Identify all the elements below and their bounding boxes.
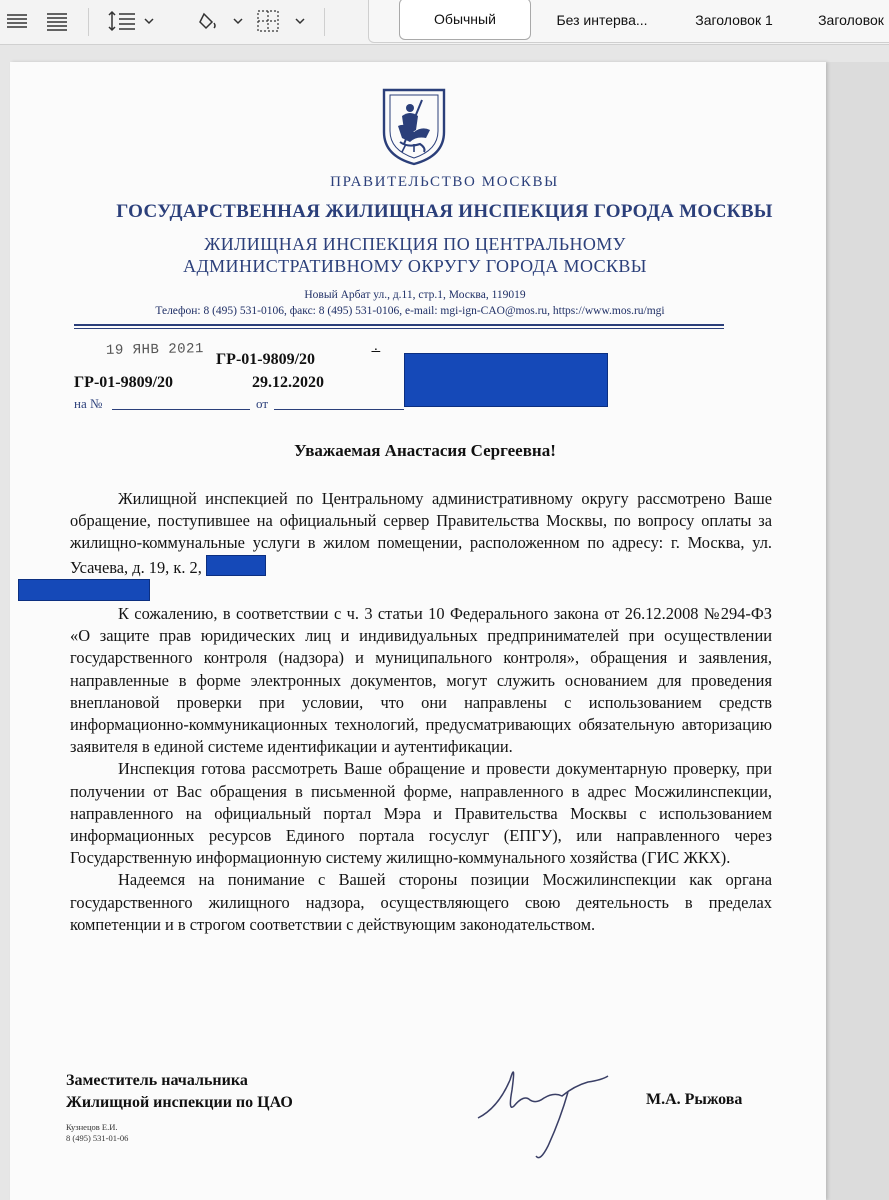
greeting: Уважаемая Анастасия Сергеевна! [294,441,556,460]
line-spacing-icon[interactable] [108,10,154,32]
paragraph-2: К сожалению, в соответствии с ч. 3 статьи 10 Федерального закона от 26.12.2008 №294-ФЗ «О защите прав юридических лиц и индивидуальных предпринимателей при осуществлении государственного контроля (надзора) и муниципального контроля», обращения и заявления, направленные в форме электронных документов, могут служить основанием для проведения внеплановой проверки при условии, что они направлены с использованием средств информационно-коммуникационных технологий, предусматривающих обязательную авторизацию заявителя в единой системе идентификации и аутентификации. [70,604,772,757]
paragraph-4: Надеемся на понимание с Вашей стороны позиции Мосжилинспекции как органа государственного жилищного надзора, осуществляющего свою деятельность в пределах компетенции и в строгом соответствии с действующим законодательством. [70,870,772,934]
formatting-toolbar [0,0,889,45]
signer-title [66,1070,293,1114]
address-redaction [206,555,266,576]
district-title-line1: ЖИЛИЩНАЯ ИНСПЕКЦИЯ ПО ЦЕНТРАЛЬНОМУ [204,234,626,254]
received-stamp-number: ГР-01-9809/20 [216,351,316,368]
address-redaction-2 [18,579,150,601]
government-title: ПРАВИТЕЛЬСТВО МОСКВЫ [330,174,559,190]
style-no-spacing[interactable]: Без интерва... [556,12,648,28]
align-justify-all-icon[interactable] [46,10,68,32]
align-justify-icon[interactable] [6,10,28,32]
style-normal[interactable]: Обычный [399,0,531,40]
reference-number-label: на № [74,396,103,411]
paragraph-3: Инспекция готова рассмотреть Ваше обращение и провести документарную проверку, при получении от Вас обращения в письменной форме, направленного в адрес Мосжилинспекции, направленного на официальный портал Мэра и Правительства Москвы с использованием информационных ресурсов Единого портала госуслуг (ЕПГУ), или направленного через Государственную информационную систему жилищно-коммунального хозяйства (ГИС ЖКХ). [70,759,772,868]
letter-body [70,488,772,936]
executor-name: Кузнецов Е.И. [66,1122,118,1132]
district-title-line2: АДМИНИСТРАТИВНОМУ ОКРУГУ ГОРОДА МОСКВЫ [183,256,647,276]
style-heading[interactable]: Заголовок [818,12,884,28]
styles-gallery [368,0,889,43]
signer-name: М.А. Рыжова [646,1091,743,1108]
signer-title-line2: Жилищной инспекции по ЦАО [66,1094,293,1111]
paragraph-1-text: Жилищной инспекцией по Центральному административному округу рассмотрено Ваше обращение, поступившее на официальный сервер Правительства Москвы, по вопросу оплаты за жилищно-коммунальные услуги в жилом помещении, расположенном по адресу: г. Москва, ул. Усачева, д. 19, к. 2, [70,489,772,577]
handwritten-signature [470,1050,620,1170]
executor-info [66,1122,128,1144]
fill-color-icon[interactable] [198,10,244,32]
letterhead-rule [74,324,724,326]
handwritten-mark: ∸ [370,345,382,360]
reference-number-line [112,409,250,410]
reference-date-line [274,409,404,410]
outgoing-date: 29.12.2020 [252,374,324,391]
office-address: Новый Арбат ул., д.11, стр.1, Москва, 119019 [304,289,526,301]
office-contacts: Телефон: 8 (495) 531-0106, факс: 8 (495) 531-0106, e-mail: mgi-ign-CAO@mos.ru, https://www.mos.ru/mgi [155,305,665,317]
moscow-coat-of-arms-icon [380,86,448,171]
reference-date-label: от [256,396,269,411]
outgoing-number: ГР-01-9809/20 [74,374,174,391]
received-stamp-date: 19 ЯНВ 2021 [105,341,205,359]
style-heading-1[interactable]: Заголовок 1 [695,12,773,28]
inspection-title: ГОСУДАРСТВЕННАЯ ЖИЛИЩНАЯ ИНСПЕКЦИЯ ГОРОДА МОСКВЫ [116,201,773,222]
letterhead-rule-thin [74,328,724,329]
executor-phone: 8 (495) 531-01-06 [66,1133,129,1143]
borders-icon[interactable] [256,10,306,32]
scan-edge [822,62,889,1200]
signer-title-line1: Заместитель начальника [66,1072,248,1089]
paragraph-1 [70,488,772,603]
recipient-redaction [404,353,608,407]
